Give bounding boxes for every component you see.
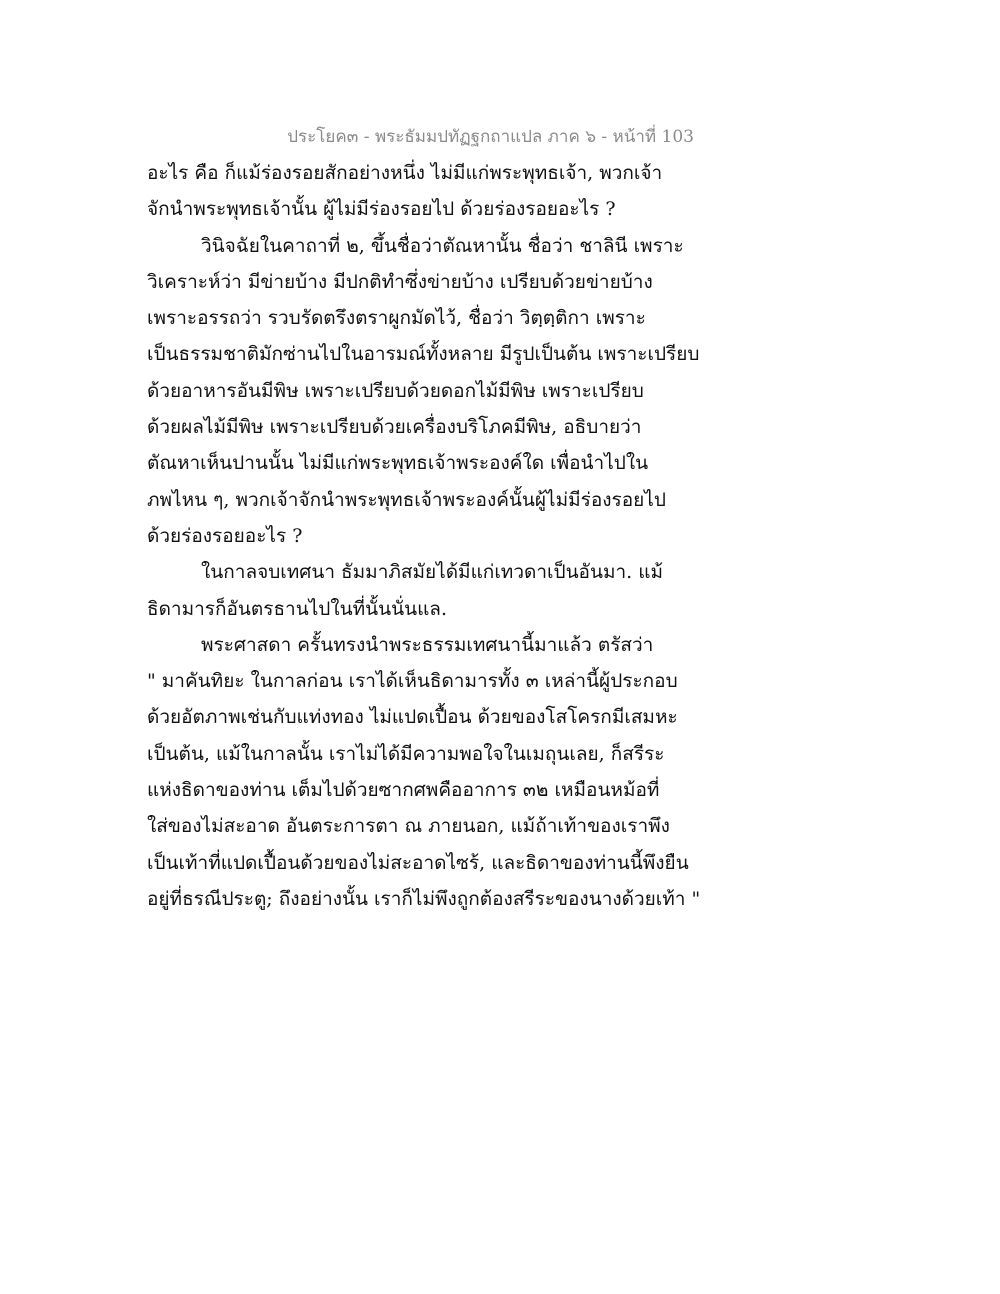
text-line: จักนำพระพุทธเจ้านั้น ผู้ไม่มีร่องรอยไป ด้วยร่องรอยอะไร ? bbox=[147, 198, 616, 221]
paragraph bbox=[147, 155, 707, 228]
paragraph bbox=[147, 228, 707, 555]
text-line: ธิดามารก็อันตรธานไปในที่นั้นนั่นแล. bbox=[147, 597, 447, 620]
text-line: ภพไหน ๆ, พวกเจ้าจักนำพระพุทธเจ้าพระองค์นั้นผู้ไม่มีร่องรอยไป bbox=[147, 488, 666, 511]
paragraph bbox=[147, 627, 707, 917]
paragraph bbox=[147, 554, 707, 627]
text-line: เป็นเท้าที่แปดเปื้อนด้วยของไม่สะอาดไซร้, และธิดาของท่านนี้พึงยืน bbox=[147, 851, 689, 874]
text-line: ด้วยร่องรอยอะไร ? bbox=[147, 524, 303, 547]
text-line: เพราะอรรถว่า รวบรัดตรึงตราผูกมัดไว้, ชื่อว่า วิตฺตฺติกา เพราะ bbox=[147, 307, 646, 330]
text-line: ด้วยผลไม้มีพิษ เพราะเปรียบด้วยเครื่องบริโภคมีพิษ, อธิบายว่า bbox=[147, 416, 642, 439]
body-text bbox=[147, 155, 707, 917]
text-line: ใส่ของไม่สะอาด อันตระการตา ณ ภายนอก, แม้ถ้าเท้าของเราพึง bbox=[147, 815, 670, 838]
text-line: ด้วยอัตภาพเช่นกับแท่งทอง ไม่แปดเปื้อน ด้วยของโสโครกมีเสมหะ bbox=[147, 706, 678, 729]
text-line: เป็นต้น, แม้ในกาลนั้น เราไม่ได้มีความพอใจในเมถุนเลย, ก็สรีระ bbox=[147, 742, 665, 765]
text-line: วิเคราะห์ว่า มีข่ายบ้าง มีปกติทำซึ่งข่ายบ้าง เปรียบด้วยข่ายบ้าง bbox=[147, 270, 653, 293]
text-line: เป็นธรรมชาติมักซ่านไปในอารมณ์ทั้งหลาย มีรูปเป็นต้น เพราะเปรียบ bbox=[147, 343, 700, 366]
text-line: ในกาลจบเทศนา ธัมมาภิสมัยได้มีแก่เทวดาเป็นอันมา. แม้ bbox=[201, 561, 663, 584]
text-line: แห่งธิดาของท่าน เต็มไปด้วยซากศพคืออาการ ๓๒ เหมือนหม้อที่ bbox=[147, 779, 660, 802]
text-line: อยู่ที่ธรณีประตู; ถึงอย่างนั้น เราก็ไม่พึงถูกต้องสรีระของนางด้วยเท้า " bbox=[147, 887, 701, 910]
text-line: ตัณหาเห็นปานนั้น ไม่มีแก่พระพุทธเจ้าพระองค์ใด เพื่อนำไปใน bbox=[147, 452, 649, 475]
text-line: อะไร คือ ก็แม้ร่องรอยสักอย่างหนึ่ง ไม่มีแก่พระพุทธเจ้า, พวกเจ้า bbox=[147, 162, 663, 184]
text-line: วินิจฉัยในคาถาที่ ๒, ขึ้นชื่อว่าตัณหานั้น ชื่อว่า ชาลินี เพราะ bbox=[201, 234, 684, 257]
text-line: " มาคันทิยะ ในกาลก่อน เราได้เห็นธิดามารทั้ง ๓ เหล่านี้ผู้ประกอบ bbox=[147, 670, 678, 693]
text-line: ด้วยอาหารอันมีพิษ เพราะเปรียบด้วยดอกไม้มีพิษ เพราะเปรียบ bbox=[147, 379, 644, 402]
running-header: ประโยค๓ - พระธัมมปทัฏฐกถาแปล ภาค ๖ - หน้าที่ 103 bbox=[287, 127, 694, 147]
text-line: พระศาสดา ครั้นทรงนำพระธรรมเทศนานี้มาแล้ว ตรัสว่า bbox=[201, 633, 654, 656]
